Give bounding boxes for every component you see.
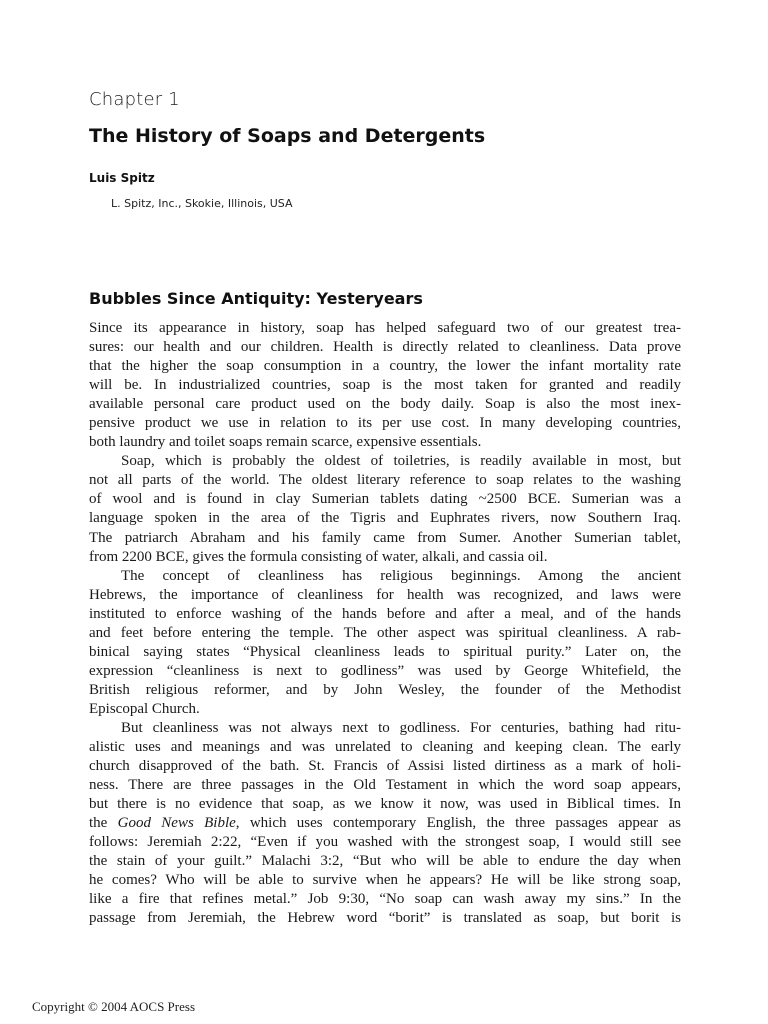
text-line: Episcopal Church. [89,700,200,717]
paragraph-1 [89,319,681,452]
copyright-footer: Copyright © 2004 AOCS Press [32,999,196,1014]
section-heading: Bubbles Since Antiquity: Yesteryears [89,289,423,308]
text-line-with-italic [89,814,681,833]
text-line: The concept of cleanliness has religious beginnings. Among the ancient [121,567,681,584]
text-line: like a fire that refines metal.” Job 9:30, “No soap can wash away my sins.” In the [89,891,681,908]
text-line: and feet before entering the temple. The other aspect was spiritual cleanliness. A rab- [89,624,681,641]
text-line: passage from Jeremiah, the Hebrew word “borit” is translated as soap, but borit is [89,910,681,927]
text-line: that the higher the soap consumption in a country, the lower the infant mortality rate [89,358,681,375]
text-line: of wool and is found in clay Sumerian tablets dating ~2500 BCE. Sumerian was a [89,491,681,508]
text-line: will be. In industrialized countries, soap is the most taken for granted and readily [89,377,681,394]
paragraph-4 [89,719,681,929]
text-line: he comes? Who will be able to survive when he appears? He will be like strong soap, [89,872,681,889]
book-title-italic: Good News Bible [117,815,236,832]
text-line: both laundry and toilet soaps remain scarce, expensive essentials. [89,434,482,451]
text-line: British religious reformer, and by John Wesley, the founder of the Methodist [89,681,681,698]
line-prefix: the [89,815,118,832]
text-line: pensive product we use in relation to its per use cost. In many developing countries, [89,415,681,432]
text-line: ness. There are three passages in the Old Testament in which the word soap appears, [89,777,681,794]
text-line: language spoken in the area of the Tigris and Euphrates rivers, now Southern Iraq. [89,510,681,527]
text-line: Hebrews, the importance of cleanliness for health was recognized, and laws were [89,586,681,603]
text-line: Soap, which is probably the oldest of toiletries, is readily available in most, but [121,453,681,470]
text-line: available personal care product used on the body daily. Soap is also the most inex- [89,396,681,413]
line-suffix: , which uses contemporary English, the three passages appear as [235,815,681,832]
text-line: alistic uses and meanings and was unrelated to cleaning and keeping clean. The early [89,739,681,756]
text-line: The patriarch Abraham and his family came from Sumer. Another Sumerian tablet, [89,529,681,546]
paragraph-3 [89,567,681,719]
text-line: Since its appearance in history, soap has helped safeguard two of our greatest trea- [89,320,681,336]
text-line: church disapproved of the bath. St. Francis of Assisi listed dirtiness as a mark of holi- [89,758,681,775]
paragraph-2 [89,452,681,566]
text-line: sures: our health and our children. Health is directly related to cleanliness. Data prove [89,339,681,356]
chapter-label: Chapter 1 [89,89,180,110]
text-line: expression “cleanliness is next to godliness” was used by George Whitefield, the [89,662,681,679]
text-line: instituted to enforce washing of the hands before and after a meal, and of the hands [89,605,681,622]
text-line: but there is no evidence that soap, as we know it now, was used in Biblical times. In [89,796,681,813]
text-line: follows: Jeremiah 2:22, “Even if you washed with the strongest soap, I would still see [89,834,681,851]
text-line: not all parts of the world. The oldest literary reference to soap relates to the washing [89,472,681,489]
text-line: binical saying states “Physical cleanliness leads to spiritual purity.” Later on, the [89,643,681,660]
text-line: from 2200 BCE, gives the formula consisting of water, alkali, and cassia oil. [89,548,548,565]
body-text [89,319,681,929]
author-affiliation: L. Spitz, Inc., Skokie, Illinois, USA [111,197,293,210]
text-line: the stain of your guilt.” Malachi 3:2, “But who will be able to endure the day when [89,853,681,870]
text-line: But cleanliness was not always next to godliness. For centuries, bathing had ritu- [121,719,681,736]
author-name: Luis Spitz [89,171,155,185]
chapter-title: The History of Soaps and Detergents [89,125,486,147]
